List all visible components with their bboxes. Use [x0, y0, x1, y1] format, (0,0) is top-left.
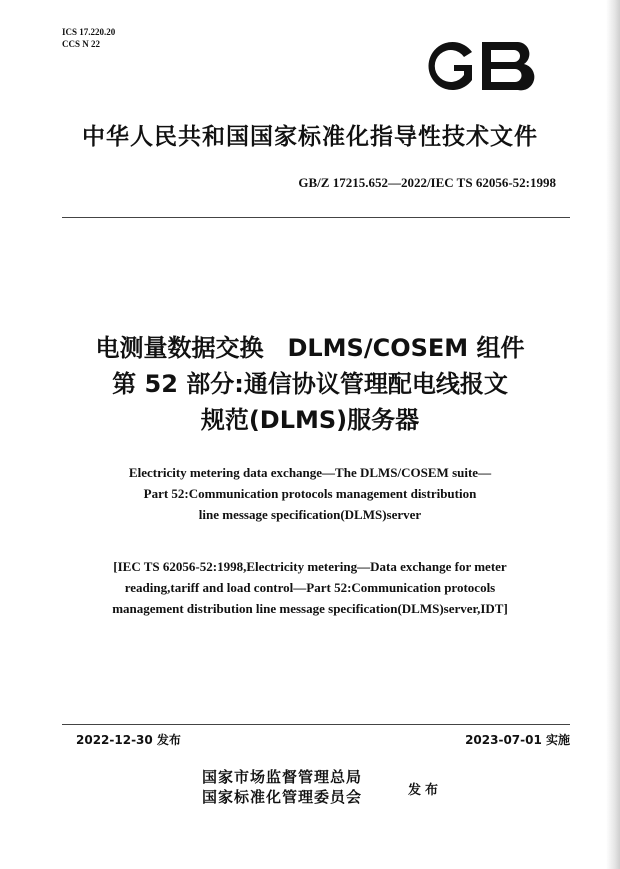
english-title — [0, 462, 620, 525]
issuing-authorities — [202, 767, 362, 807]
ccs-code: CCS N 22 — [62, 39, 101, 49]
classification-codes — [62, 26, 115, 50]
top-divider — [62, 217, 570, 218]
chinese-title-line: 规范(DLMS)服务器 — [200, 406, 420, 434]
gb-logo-g — [429, 42, 472, 90]
english-title-line: Part 52:Communication protocols management distribution — [143, 486, 477, 501]
iec-reference-line: reading,tariff and load control—Part 52:Communication protocols — [124, 580, 496, 595]
publish-date: 2022-12-30 发布 — [76, 733, 181, 747]
english-title-line: Electricity metering data exchange—The DLMS/COSEM suite— — [128, 465, 492, 480]
chinese-title — [0, 330, 620, 438]
bottom-divider — [62, 724, 570, 725]
chinese-title-line: 第 52 部分:通信协议管理配电线报文 — [112, 370, 508, 398]
chinese-title-line: 电测量数据交换 DLMS/COSEM 组件 — [95, 334, 525, 362]
iec-reference-line: [IEC TS 62056-52:1998,Electricity metering—Data exchange for meter — [113, 559, 507, 574]
effective-date: 2023-07-01 实施 — [465, 733, 570, 747]
issuer-name: 国家市场监督管理总局 — [202, 768, 363, 786]
iec-equivalence-reference — [0, 556, 620, 619]
english-title-line: line message specification(DLMS)server — [198, 507, 422, 522]
iec-reference-line: management distribution line message specification(DLMS)server,IDT] — [112, 601, 508, 616]
standard-number: GB/Z 17215.652—2022/IEC TS 62056-52:1998 — [298, 175, 556, 190]
issue-label: 发布 — [408, 783, 443, 798]
gb-logo-b — [482, 42, 534, 90]
ics-code: ICS 17.220.20 — [62, 27, 116, 37]
issuer-name: 国家标准化管理委员会 — [202, 788, 363, 806]
document-type-heading: 中华人民共和国国家标准化指导性技术文件 — [82, 124, 538, 150]
gb-logo — [420, 38, 538, 94]
